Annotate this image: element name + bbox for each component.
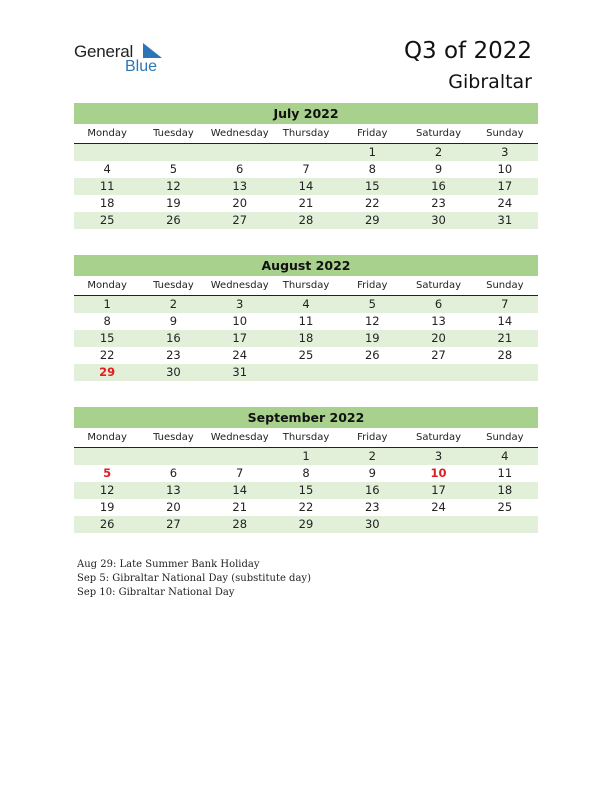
day-cell: 18: [298, 331, 314, 345]
day-cell: 24: [431, 500, 446, 514]
month-title: August 2022: [74, 255, 538, 276]
day-cell: 30: [364, 517, 380, 531]
weekday-label: Sunday: [486, 280, 524, 291]
day-cell: 7: [302, 162, 310, 176]
weekday-label: Friday: [357, 280, 388, 291]
day-cell: 19: [99, 500, 115, 514]
holiday-note: Sep 5: Gibraltar National Day (substitute day): [77, 573, 311, 584]
day-cell: 22: [298, 500, 314, 514]
weekday-label: Friday: [357, 128, 388, 139]
day-cell: 20: [232, 196, 248, 210]
month-title: September 2022: [74, 407, 538, 428]
month-august: [74, 255, 538, 381]
day-cell: 15: [364, 179, 380, 193]
weekday-label: Tuesday: [153, 128, 194, 139]
month-september: [74, 407, 538, 533]
weekday-label: Thursday: [282, 280, 330, 291]
day-cell: 25: [99, 213, 115, 227]
day-cell: 14: [497, 314, 513, 328]
day-cell: 11: [99, 179, 115, 193]
day-cell: 14: [298, 179, 314, 193]
week-row: [74, 161, 538, 178]
day-cell: 20: [431, 331, 446, 345]
logo-blue-text: Blue: [125, 58, 158, 75]
logo-triangle-icon: [141, 43, 163, 59]
day-cell: 28: [232, 517, 248, 531]
week-row: [74, 482, 538, 499]
day-cell: 17: [497, 179, 513, 193]
weekday-label: Wednesday: [210, 128, 269, 139]
week-row: [74, 144, 538, 161]
holiday-day-cell: 10: [430, 466, 447, 480]
day-cell: 29: [298, 517, 314, 531]
day-cell: 22: [99, 348, 115, 362]
day-cell: 30: [431, 213, 446, 227]
weekday-label: Sunday: [486, 432, 524, 443]
day-cell: [472, 364, 538, 381]
weekday-label: Wednesday: [210, 280, 269, 291]
day-cell: [472, 516, 538, 533]
holiday-day-cell: 29: [99, 365, 116, 379]
day-cell: 20: [166, 500, 181, 514]
day-cell: 7: [236, 466, 244, 480]
day-cell: 1: [302, 449, 310, 463]
day-cell: 15: [99, 331, 115, 345]
day-cell: [405, 516, 471, 533]
day-cell: 12: [99, 483, 115, 497]
day-cell: 3: [434, 449, 443, 463]
day-cell: 19: [166, 196, 181, 210]
week-row: [74, 448, 538, 465]
day-cell: 24: [232, 348, 248, 362]
day-cell: 1: [368, 145, 376, 159]
weekday-label: Friday: [357, 432, 388, 443]
day-cell: [74, 448, 140, 465]
month-july: [74, 103, 538, 229]
day-cell: 18: [497, 483, 513, 497]
weekday-label: Monday: [87, 128, 127, 139]
day-cell: 4: [501, 449, 509, 463]
day-cell: 27: [431, 348, 446, 362]
weekday-label: Monday: [87, 280, 127, 291]
week-row: [74, 195, 538, 212]
day-cell: 8: [103, 314, 111, 328]
day-cell: 30: [166, 365, 181, 379]
day-cell: [140, 448, 206, 465]
weekday-label: Saturday: [416, 128, 462, 139]
day-cell: 17: [232, 331, 248, 345]
day-cell: 6: [236, 162, 244, 176]
day-cell: 23: [364, 500, 380, 514]
week-row: [74, 347, 538, 364]
day-cell: 26: [99, 517, 115, 531]
day-cell: 27: [232, 213, 248, 227]
weekday-label: Saturday: [416, 432, 462, 443]
holiday-notes: [77, 558, 311, 600]
holiday-day-cell: 5: [103, 466, 112, 480]
day-cell: 8: [368, 162, 376, 176]
month-title: July 2022: [74, 103, 538, 124]
week-row: [74, 296, 538, 313]
country-title: Gibraltar: [448, 71, 532, 93]
weekday-label: Wednesday: [210, 432, 269, 443]
day-cell: 13: [232, 179, 248, 193]
weekday-header-row: [74, 428, 538, 448]
day-cell: 17: [431, 483, 446, 497]
day-cell: 10: [497, 162, 513, 176]
day-cell: 11: [298, 314, 314, 328]
day-cell: 2: [169, 297, 178, 311]
day-cell: 23: [166, 348, 181, 362]
day-cell: 12: [364, 314, 380, 328]
day-cell: 13: [431, 314, 446, 328]
day-cell: 25: [298, 348, 314, 362]
day-cell: 19: [364, 331, 380, 345]
day-cell: 5: [169, 162, 178, 176]
day-cell: 8: [302, 466, 310, 480]
day-cell: 16: [166, 331, 181, 345]
day-cell: 14: [232, 483, 248, 497]
holiday-note: Sep 10: Gibraltar National Day: [77, 587, 235, 598]
day-cell: 2: [434, 145, 443, 159]
holiday-note: Aug 29: Late Summer Bank Holiday: [77, 559, 260, 570]
day-cell: 18: [99, 196, 115, 210]
weekday-label: Sunday: [486, 128, 524, 139]
day-cell: 31: [232, 365, 248, 379]
week-row: [74, 465, 538, 482]
weekday-header-row: [74, 124, 538, 144]
day-cell: [273, 364, 339, 381]
day-cell: 1: [103, 297, 111, 311]
week-row: [74, 499, 538, 516]
day-cell: 23: [431, 196, 446, 210]
weekday-label: Thursday: [282, 432, 330, 443]
week-row: [74, 330, 538, 347]
day-cell: 22: [364, 196, 380, 210]
weekday-label: Saturday: [416, 280, 462, 291]
quarter-title: Q3 of 2022: [403, 38, 532, 64]
day-cell: 15: [298, 483, 314, 497]
day-cell: [339, 364, 405, 381]
day-cell: 9: [368, 466, 376, 480]
day-cell: 3: [236, 297, 244, 311]
day-cell: 16: [364, 483, 380, 497]
week-row: [74, 178, 538, 195]
day-cell: 4: [302, 297, 310, 311]
day-cell: 10: [232, 314, 248, 328]
day-cell: 3: [501, 145, 509, 159]
day-cell: 12: [166, 179, 181, 193]
day-cell: [140, 144, 206, 161]
day-cell: 28: [298, 213, 314, 227]
weekday-header-row: [74, 276, 538, 296]
day-cell: [273, 144, 339, 161]
weekday-label: Tuesday: [153, 280, 194, 291]
day-cell: [207, 144, 273, 161]
day-cell: 5: [368, 297, 376, 311]
weekday-label: Thursday: [282, 128, 330, 139]
day-cell: [74, 144, 140, 161]
day-cell: 26: [166, 213, 181, 227]
week-row: [74, 364, 538, 381]
day-cell: 13: [166, 483, 181, 497]
day-cell: [405, 364, 471, 381]
day-cell: 21: [232, 500, 248, 514]
week-row: [74, 313, 538, 330]
day-cell: 16: [431, 179, 446, 193]
week-row: [74, 212, 538, 229]
day-cell: 9: [434, 162, 443, 176]
day-cell: 25: [497, 500, 513, 514]
day-cell: [207, 448, 273, 465]
weekday-label: Tuesday: [153, 432, 194, 443]
day-cell: 31: [497, 213, 513, 227]
day-cell: 6: [434, 297, 443, 311]
day-cell: 27: [166, 517, 181, 531]
day-cell: 11: [497, 466, 513, 480]
week-row: [74, 516, 538, 533]
logo-general-text: General: [74, 42, 134, 61]
day-cell: 21: [497, 331, 513, 345]
day-cell: 26: [364, 348, 380, 362]
day-cell: 4: [103, 162, 111, 176]
day-cell: 29: [364, 213, 380, 227]
day-cell: 24: [497, 196, 513, 210]
day-cell: 9: [169, 314, 178, 328]
weekday-label: Monday: [87, 432, 127, 443]
day-cell: 2: [368, 449, 376, 463]
day-cell: 21: [298, 196, 314, 210]
day-cell: 6: [169, 466, 178, 480]
day-cell: 7: [501, 297, 509, 311]
day-cell: 28: [497, 348, 513, 362]
